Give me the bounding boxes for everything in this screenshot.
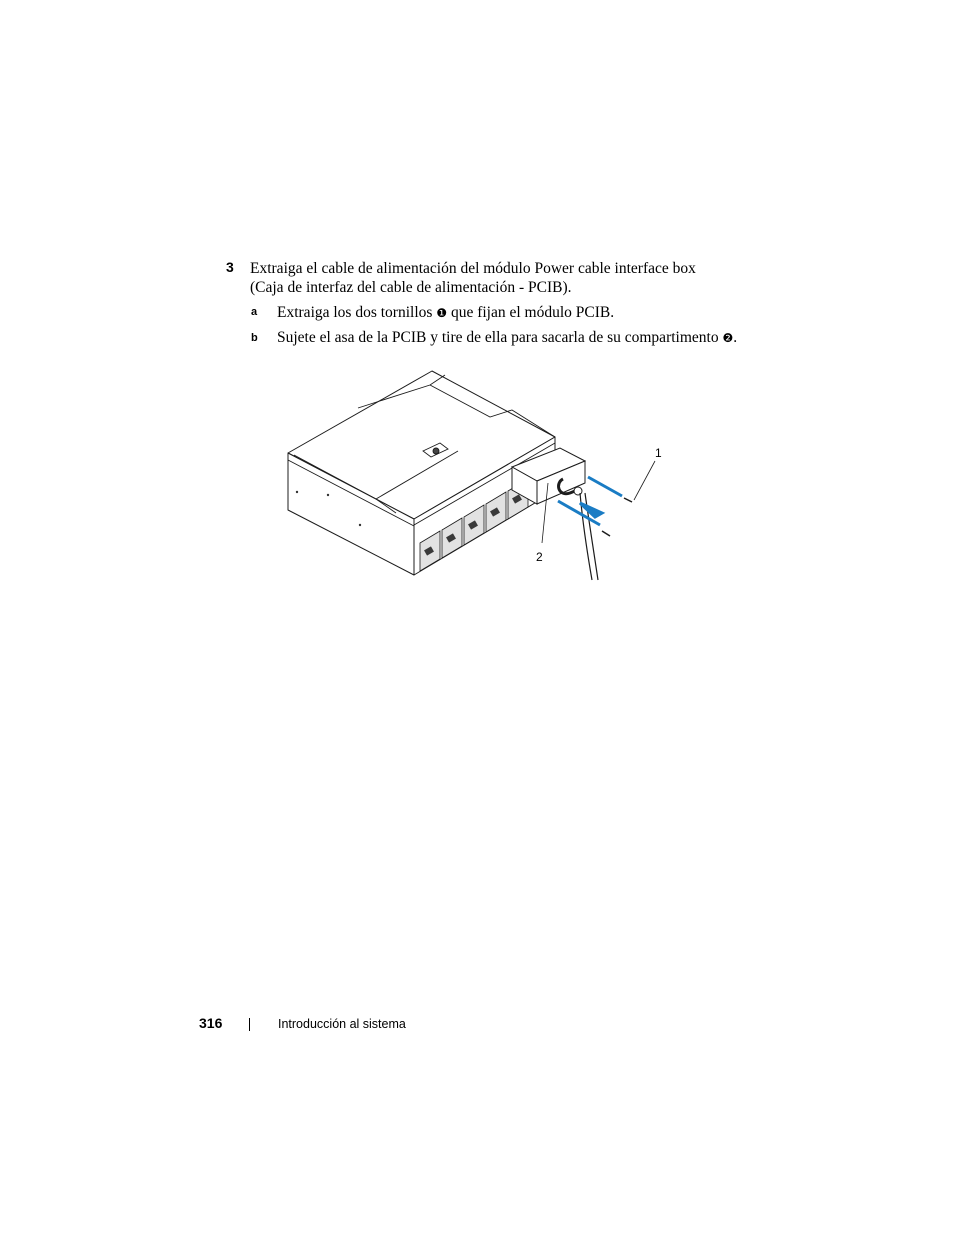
screws [602, 498, 632, 536]
step-text-line1: Extraiga el cable de alimentación del módulo Power cable interface box [250, 260, 696, 277]
footer-separator [249, 1018, 250, 1031]
substep-b-text-after: . [733, 329, 738, 346]
callout-2-label: 2 [536, 550, 543, 564]
substep-a-text-after: que fijan el módulo PCIB. [447, 304, 615, 321]
footer-section-title: Introducción al sistema [278, 1017, 406, 1031]
substep-b-text [277, 328, 737, 348]
page-number: 316 [199, 1015, 223, 1031]
pcib-removal-illustration [280, 365, 680, 585]
substep-a-text-before: Extraiga los dos tornillos [277, 304, 437, 321]
substep-b-text-before: Sujete el asa de la PCIB y tire de ella para sacarla de su compartimento [277, 329, 723, 346]
step-text-line2: (Caja de interfaz del cable de alimentación - PCIB). [250, 279, 572, 296]
callout-1-marker: ❶ [436, 306, 448, 320]
substep-a-text [277, 303, 614, 323]
substep-b-letter: b [251, 332, 258, 344]
step-number: 3 [226, 259, 234, 275]
callout-1-label: 1 [655, 446, 662, 460]
step-text [250, 259, 730, 297]
substep-a-letter: a [251, 306, 258, 318]
callout-2-marker: ❷ [722, 331, 734, 345]
